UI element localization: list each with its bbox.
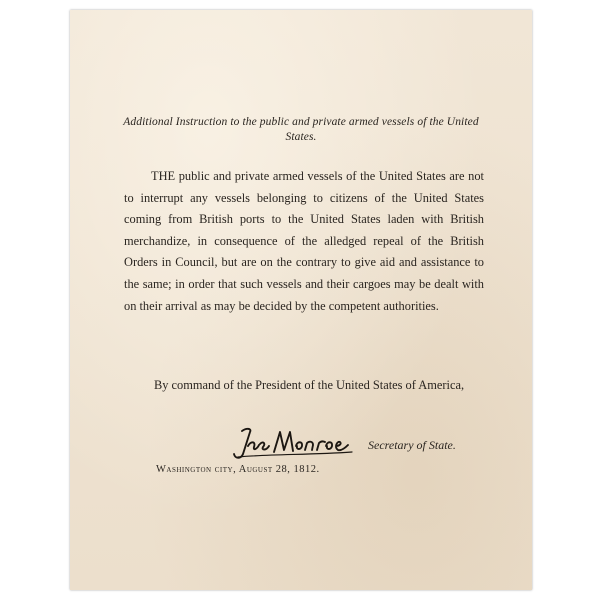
- dateline: Washington city, August 28, 1812.: [156, 464, 320, 475]
- document-heading: Additional Instruction to the public and private armed vessels of the United States.: [123, 116, 479, 143]
- document-body: THE public and private armed vessels of the United States are not to interrupt any vessels belonging to citizens of the United States coming from British ports to the United States laden with British merchandize, in consequence of the alledged repeal of the British Orders in Council, but are on the contrary to give aid and assistance to the same; in order that such vessels and their cargoes may be dealt with on their arrival as may be decided by the competent authorities.: [124, 169, 484, 313]
- command-line: By command of the President of the United States of America,: [154, 378, 465, 392]
- document-page: [70, 10, 532, 590]
- signature-image: [230, 422, 360, 462]
- signer-title: Secretary of State.: [368, 438, 456, 452]
